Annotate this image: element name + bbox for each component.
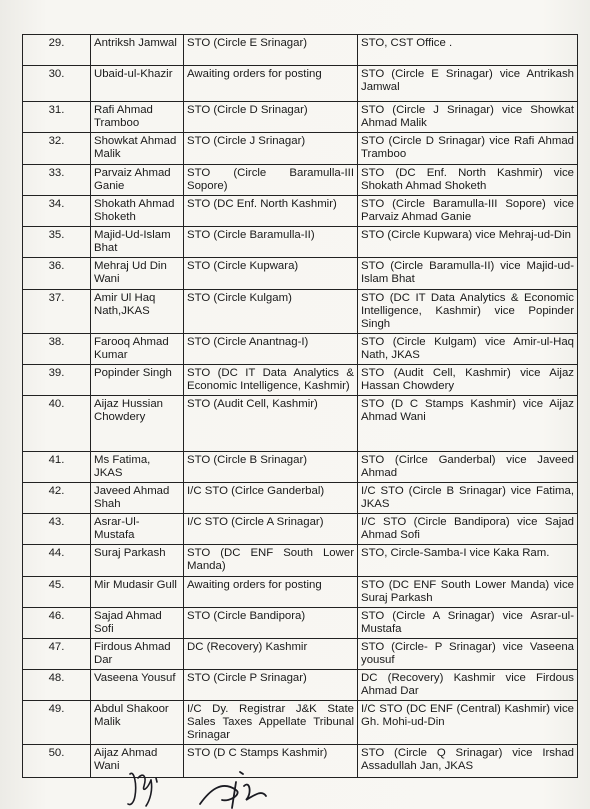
present-posting-cell: STO (Circle Baramulla-III Sopore): [184, 165, 358, 196]
present-posting-cell: STO (Audit Cell, Kashmir): [184, 396, 358, 452]
officer-name-cell: Farooq Ahmad Kumar: [91, 334, 184, 365]
officer-name-cell: Mir Mudasir Gull: [91, 577, 184, 608]
officer-name-cell: Antriksh Jamwal: [91, 35, 184, 66]
table-row: [23, 365, 578, 396]
new-posting-cell: STO (DC IT Data Analytics & Economic Intelligence, Kashmir) vice Popinder Singh: [358, 290, 578, 334]
present-posting-cell: STO (Circle D Srinagar): [184, 102, 358, 133]
full-signature-icon: [200, 772, 266, 808]
serial-number-cell: 38.: [23, 334, 91, 365]
present-posting-cell: STO (Circle P Srinagar): [184, 670, 358, 701]
officer-name-cell: Majid-Ud-Islam Bhat: [91, 227, 184, 258]
serial-number-cell: 49.: [23, 701, 91, 745]
table-row: [23, 608, 578, 639]
officer-name-cell: Aijaz Ahmad Wani: [91, 745, 184, 778]
officer-name-cell: Ubaid-ul-Khazir: [91, 66, 184, 102]
serial-number-cell: 41.: [23, 452, 91, 483]
new-posting-cell: STO (Audit Cell, Kashmir) vice Aijaz Hassan Chowdery: [358, 365, 578, 396]
officer-name-cell: Mehraj Ud Din Wani: [91, 258, 184, 290]
table-row: [23, 133, 578, 165]
officer-name-cell: Vaseena Yousuf: [91, 670, 184, 701]
table-row: [23, 483, 578, 514]
new-posting-cell: STO (Circle Kulgam) vice Amir-ul-Haq Nath, JKAS: [358, 334, 578, 365]
present-posting-cell: I/C STO (Circle A Srinagar): [184, 514, 358, 545]
officer-name-cell: Aijaz Hussian Chowdery: [91, 396, 184, 452]
officer-name-cell: Shokath Ahmad Shoketh: [91, 196, 184, 227]
new-posting-cell: DC (Recovery) Kashmir vice Firdous Ahmad Dar: [358, 670, 578, 701]
officer-name-cell: Showkat Ahmad Malik: [91, 133, 184, 165]
present-posting-cell: STO (DC ENF South Lower Manda): [184, 545, 358, 577]
present-posting-cell: STO (Circle Baramulla-II): [184, 227, 358, 258]
new-posting-cell: STO (Circle Kupwara) vice Mehraj-ud-Din: [358, 227, 578, 258]
present-posting-cell: STO (DC IT Data Analytics & Economic Intelligence, Kashmir): [184, 365, 358, 396]
new-posting-cell: STO (Circle Q Srinagar) vice Irshad Assadullah Jan, JKAS: [358, 745, 578, 778]
serial-number-cell: 33.: [23, 165, 91, 196]
officer-name-cell: Abdul Shakoor Malik: [91, 701, 184, 745]
present-posting-cell: DC (Recovery) Kashmir: [184, 639, 358, 670]
present-posting-cell: I/C Dy. Registrar J&K State Sales Taxes Appellate Tribunal Srinagar: [184, 701, 358, 745]
serial-number-cell: 46.: [23, 608, 91, 639]
present-posting-cell: STO (DC Enf. North Kashmir): [184, 196, 358, 227]
present-posting-cell: STO (Circle Kulgam): [184, 290, 358, 334]
table-row: [23, 701, 578, 745]
serial-number-cell: 47.: [23, 639, 91, 670]
table-row: [23, 396, 578, 452]
table-row: [23, 290, 578, 334]
present-posting-cell: Awaiting orders for posting: [184, 66, 358, 102]
present-posting-cell: STO (Circle B Srinagar): [184, 452, 358, 483]
serial-number-cell: 40.: [23, 396, 91, 452]
officer-name-cell: Popinder Singh: [91, 365, 184, 396]
present-posting-cell: STO (Circle E Srinagar): [184, 35, 358, 66]
new-posting-cell: I/C STO (DC ENF (Central) Kashmir) vice Gh. Mohi-ud-Din: [358, 701, 578, 745]
present-posting-cell: STO (Circle Anantnag-I): [184, 334, 358, 365]
officer-name-cell: Asrar-Ul-Mustafa: [91, 514, 184, 545]
present-posting-cell: STO (Circle Bandipora): [184, 608, 358, 639]
present-posting-cell: I/C STO (Cirlce Ganderbal): [184, 483, 358, 514]
new-posting-cell: STO (Circle D Srinagar) vice Rafi Ahmad Tramboo: [358, 133, 578, 165]
present-posting-cell: Awaiting orders for posting: [184, 577, 358, 608]
table-body: [23, 35, 578, 778]
new-posting-cell: STO (Cirlce Ganderbal) vice Javeed Ahmad: [358, 452, 578, 483]
serial-number-cell: 35.: [23, 227, 91, 258]
officer-name-cell: Sajad Ahmad Sofi: [91, 608, 184, 639]
officer-name-cell: Amir Ul Haq Nath,JKAS: [91, 290, 184, 334]
signature-marks: [0, 760, 590, 809]
table-row: [23, 227, 578, 258]
new-posting-cell: STO (DC ENF South Lower Manda) vice Suraj Parkash: [358, 577, 578, 608]
officer-name-cell: Rafi Ahmad Tramboo: [91, 102, 184, 133]
serial-number-cell: 42.: [23, 483, 91, 514]
serial-number-cell: 37.: [23, 290, 91, 334]
table-row: [23, 35, 578, 66]
table-row: [23, 258, 578, 290]
serial-number-cell: 36.: [23, 258, 91, 290]
present-posting-cell: STO (Circle J Srinagar): [184, 133, 358, 165]
present-posting-cell: STO (D C Stamps Kashmir): [184, 745, 358, 778]
officer-name-cell: Ms Fatima, JKAS: [91, 452, 184, 483]
new-posting-cell: STO, CST Office .: [358, 35, 578, 66]
posting-orders-table: [22, 34, 578, 778]
new-posting-cell: STO, Circle-Samba-I vice Kaka Ram.: [358, 545, 578, 577]
serial-number-cell: 32.: [23, 133, 91, 165]
new-posting-cell: STO (Circle J Srinagar) vice Showkat Ahmad Malik: [358, 102, 578, 133]
new-posting-cell: STO (Circle A Srinagar) vice Asrar-ul-Mustafa: [358, 608, 578, 639]
table-row: [23, 66, 578, 102]
serial-number-cell: 39.: [23, 365, 91, 396]
table-row: [23, 165, 578, 196]
table-row: [23, 452, 578, 483]
new-posting-cell: STO (D C Stamps Kashmir) vice Aijaz Ahmad Wani: [358, 396, 578, 452]
serial-number-cell: 48.: [23, 670, 91, 701]
initials-signature-icon: [128, 773, 157, 806]
serial-number-cell: 34.: [23, 196, 91, 227]
serial-number-cell: 45.: [23, 577, 91, 608]
serial-number-cell: 29.: [23, 35, 91, 66]
table-row: [23, 639, 578, 670]
table-row: [23, 102, 578, 133]
table-row: [23, 577, 578, 608]
table-row: [23, 334, 578, 365]
serial-number-cell: 31.: [23, 102, 91, 133]
table-row: [23, 670, 578, 701]
new-posting-cell: STO (Circle- P Srinagar) vice Vaseena yousuf: [358, 639, 578, 670]
new-posting-cell: STO (Circle Baramulla-III Sopore) vice Parvaiz Ahmad Ganie: [358, 196, 578, 227]
serial-number-cell: 44.: [23, 545, 91, 577]
new-posting-cell: I/C STO (Circle Bandipora) vice Sajad Ahmad Sofi: [358, 514, 578, 545]
officer-name-cell: Suraj Parkash: [91, 545, 184, 577]
serial-number-cell: 50.: [23, 745, 91, 778]
new-posting-cell: I/C STO (Circle B Srinagar) vice Fatima, JKAS: [358, 483, 578, 514]
officer-name-cell: Parvaiz Ahmad Ganie: [91, 165, 184, 196]
officer-name-cell: Firdous Ahmad Dar: [91, 639, 184, 670]
present-posting-cell: STO (Circle Kupwara): [184, 258, 358, 290]
new-posting-cell: STO (Circle Baramulla-II) vice Majid-ud-Islam Bhat: [358, 258, 578, 290]
table-row: [23, 514, 578, 545]
table-row: [23, 196, 578, 227]
officer-name-cell: Javeed Ahmad Shah: [91, 483, 184, 514]
new-posting-cell: STO (Circle E Srinagar) vice Antrikash Jamwal: [358, 66, 578, 102]
table-row: [23, 545, 578, 577]
serial-number-cell: 30.: [23, 66, 91, 102]
serial-number-cell: 43.: [23, 514, 91, 545]
new-posting-cell: STO (DC Enf. North Kashmir) vice Shokath Ahmad Shoketh: [358, 165, 578, 196]
